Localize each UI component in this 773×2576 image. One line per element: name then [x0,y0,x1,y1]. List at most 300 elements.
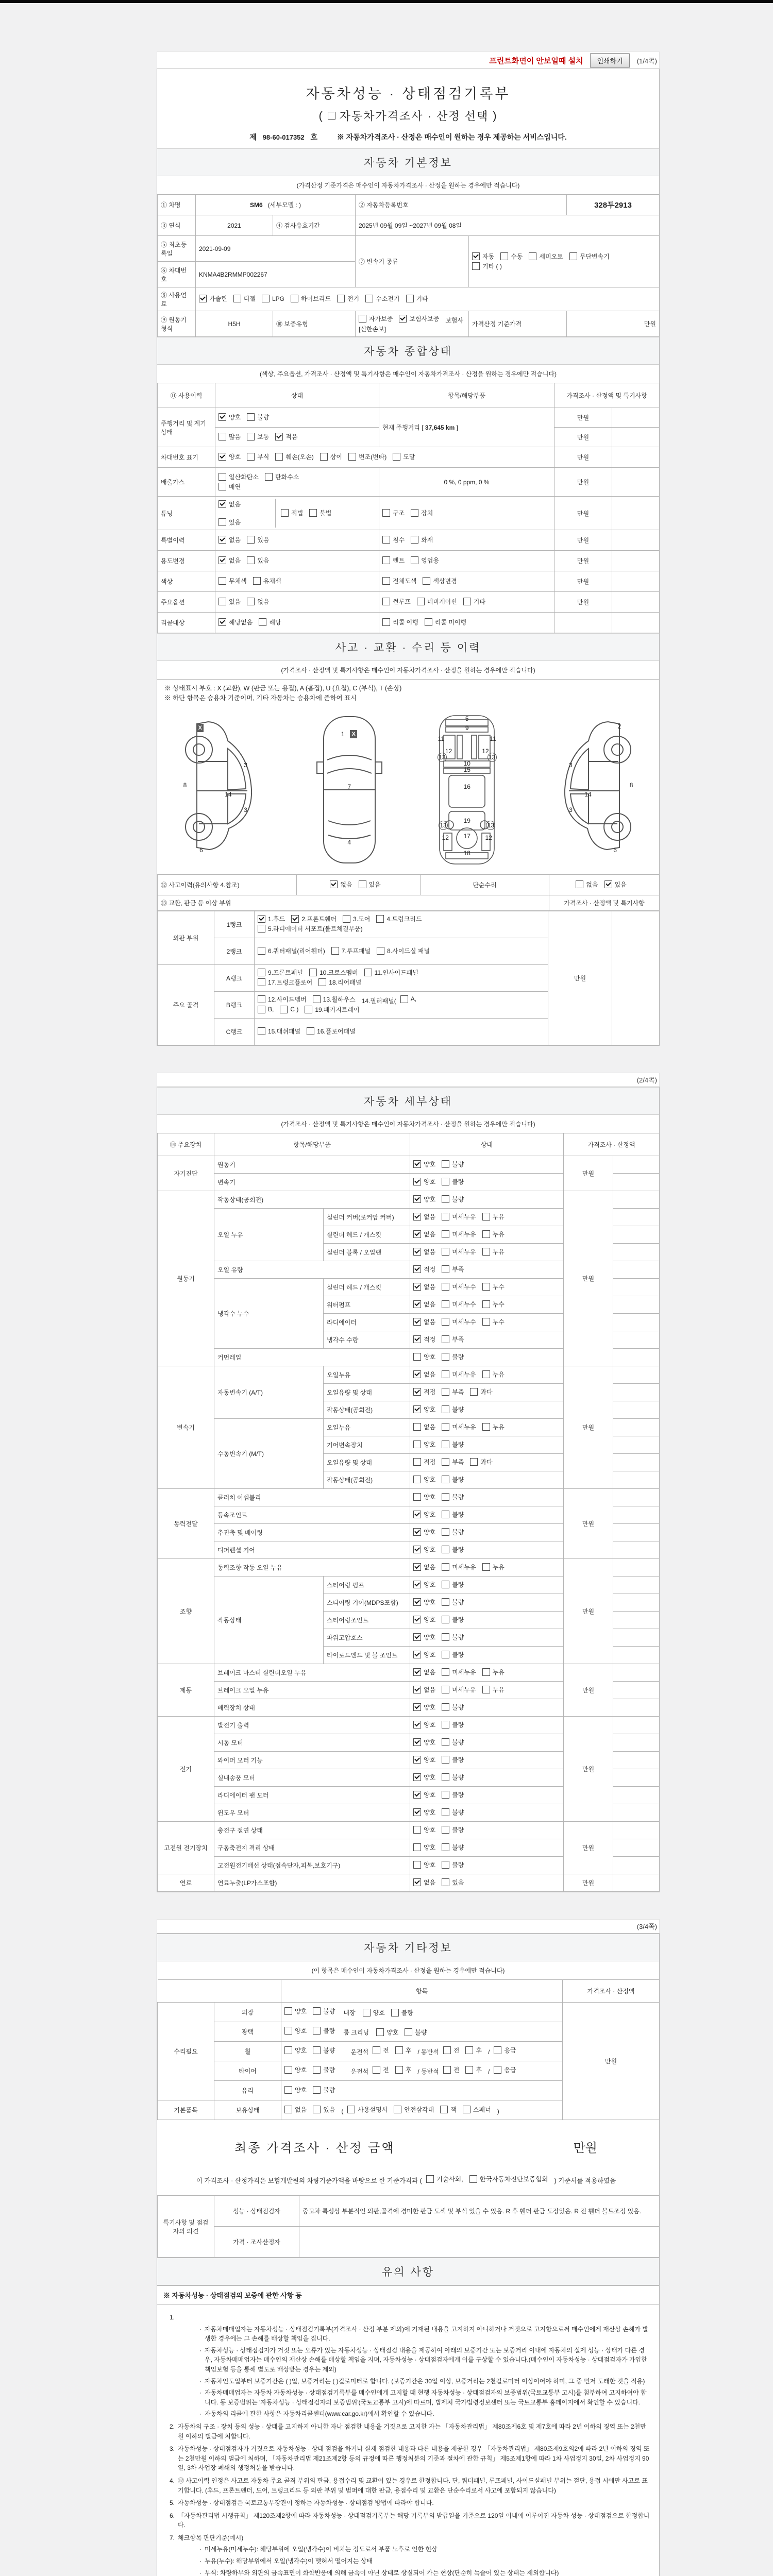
checkbox-option[interactable] [305,1005,359,1014]
checkbox-option[interactable] [442,1247,476,1256]
checkbox[interactable] [529,252,536,260]
checkbox-option[interactable] [442,1160,464,1168]
checkbox-option[interactable] [442,1475,464,1484]
checkbox[interactable] [413,1773,421,1781]
checkbox-option[interactable] [442,1370,476,1379]
checkbox-option[interactable] [442,1878,464,1887]
checkbox[interactable] [442,1791,449,1799]
checkbox[interactable] [470,1388,478,1396]
checkbox-option[interactable] [309,509,331,517]
checkbox[interactable] [472,252,480,260]
checkbox[interactable] [442,1668,449,1676]
checkbox[interactable] [463,2106,470,2113]
checkbox[interactable] [280,1006,288,1013]
checkbox[interactable] [320,453,328,461]
checkbox[interactable] [382,556,390,564]
checkbox[interactable] [442,1458,449,1466]
checkbox[interactable] [413,1703,421,1711]
checkbox-option[interactable] [442,1860,464,1869]
checkbox-option[interactable] [413,1825,435,1834]
checkbox[interactable] [348,453,356,461]
checkbox[interactable] [442,1423,449,1431]
checkbox[interactable] [258,915,265,923]
checkbox-option[interactable] [219,500,270,509]
checkbox[interactable] [413,1721,421,1728]
checkbox-option[interactable] [377,946,430,955]
checkbox-option[interactable] [482,1230,505,1239]
checkbox-option[interactable] [284,2086,307,2094]
checkbox-option[interactable] [363,2008,385,2017]
checkbox[interactable] [413,1826,421,1834]
checkbox-option[interactable] [442,1440,464,1449]
checkbox-option[interactable] [413,1212,435,1221]
checkbox[interactable] [426,2175,434,2183]
checkbox[interactable] [247,433,255,440]
checkbox[interactable] [405,2028,412,2036]
checkbox[interactable] [413,1178,421,1185]
checkbox-option[interactable] [413,1265,435,1274]
checkbox[interactable] [442,1581,449,1588]
checkbox-option[interactable] [494,2065,516,2074]
checkbox[interactable] [281,509,289,517]
checkbox[interactable] [482,1686,490,1693]
checkbox-option[interactable] [469,2174,548,2184]
checkbox[interactable] [442,1440,449,1448]
checkbox[interactable] [413,1370,421,1378]
checkbox-option[interactable] [219,618,253,626]
checkbox[interactable] [442,1388,449,1396]
checkbox-option[interactable] [442,1668,476,1676]
checkbox-option[interactable] [442,1265,464,1274]
checkbox[interactable] [482,1283,490,1291]
checkbox-option[interactable] [443,2046,460,2055]
checkbox-option[interactable] [482,1317,505,1326]
checkbox[interactable] [377,947,384,955]
checkbox[interactable] [442,1703,449,1711]
checkbox-option[interactable] [413,1598,435,1606]
checkbox[interactable] [413,1195,421,1203]
checkbox-option[interactable] [247,432,269,441]
checkbox-option[interactable] [440,2105,457,2114]
checkbox-option[interactable] [442,1563,476,1571]
checkbox[interactable] [442,1616,449,1623]
checkbox[interactable] [284,2066,292,2074]
checkbox-option[interactable] [247,597,269,606]
checkbox-option[interactable] [265,472,299,481]
checkbox-option[interactable] [442,1545,464,1554]
checkbox-option[interactable] [413,1860,435,1869]
checkbox-option[interactable] [413,1720,435,1729]
checkbox[interactable] [365,295,373,302]
checkbox-option[interactable] [382,556,405,565]
checkbox-option[interactable] [411,556,439,565]
checkbox[interactable] [470,1458,478,1466]
checkbox[interactable] [413,1808,421,1816]
checkbox-option[interactable] [472,252,494,261]
checkbox-option[interactable] [442,1300,476,1309]
checkbox-option[interactable] [442,1790,464,1799]
checkbox-option[interactable] [417,597,457,606]
checkbox[interactable] [291,295,298,302]
checkbox-option[interactable] [318,978,361,987]
checkbox-option[interactable] [262,295,284,302]
checkbox[interactable] [465,2066,473,2074]
checkbox[interactable] [413,1353,421,1361]
checkbox-option[interactable] [320,452,342,461]
checkbox-option[interactable] [442,1755,464,1764]
checkbox[interactable] [394,2106,401,2113]
checkbox[interactable] [463,598,471,605]
checkbox[interactable] [442,1353,449,1361]
checkbox[interactable] [440,2106,448,2113]
checkbox-option[interactable] [291,294,331,303]
checkbox[interactable] [425,618,432,626]
checkbox[interactable] [284,2086,292,2094]
checkbox-option[interactable] [382,618,418,626]
checkbox[interactable] [413,1791,421,1799]
checkbox[interactable] [395,2066,403,2074]
checkbox[interactable] [219,433,226,440]
checkbox-option[interactable] [413,1563,435,1571]
checkbox[interactable] [219,556,226,564]
checkbox[interactable] [247,453,255,461]
checkbox[interactable] [442,1773,449,1781]
checkbox[interactable] [443,2066,451,2074]
checkbox[interactable] [442,1528,449,1536]
checkbox[interactable] [219,518,226,526]
checkbox[interactable] [442,1493,449,1501]
checkbox[interactable] [413,1405,421,1413]
checkbox-option[interactable] [364,968,418,977]
checkbox[interactable] [442,1633,449,1641]
checkbox-option[interactable] [463,597,485,606]
checkbox-option[interactable] [313,2105,335,2114]
checkbox-option[interactable] [442,1422,476,1431]
checkbox[interactable] [442,1335,449,1343]
checkbox[interactable] [413,1213,421,1221]
checkbox-option[interactable] [258,946,325,955]
checkbox[interactable] [400,995,408,1003]
checkbox[interactable] [382,618,390,626]
checkbox-option[interactable] [258,978,312,987]
checkbox-option[interactable] [253,577,281,585]
checkbox[interactable] [373,2046,380,2054]
checkbox-option[interactable] [442,1720,464,1729]
checkbox[interactable] [482,1370,490,1378]
checkbox[interactable] [265,473,273,481]
checkbox-option[interactable] [413,1808,435,1817]
checkbox[interactable] [413,1861,421,1869]
checkbox[interactable] [413,1511,421,1518]
checkbox[interactable] [576,880,583,888]
checkbox-option[interactable] [443,2065,460,2074]
checkbox[interactable] [413,1633,421,1641]
checkbox-option[interactable] [413,1878,435,1887]
checkbox-option[interactable] [258,924,363,933]
checkbox-option[interactable] [347,2105,388,2114]
checkbox-option[interactable] [482,1247,505,1256]
checkbox[interactable] [482,1563,490,1571]
checkbox[interactable] [413,1598,421,1606]
checkbox-option[interactable] [413,1545,435,1554]
checkbox-option[interactable] [442,1177,464,1186]
checkbox-option[interactable] [219,518,270,527]
checkbox[interactable] [219,473,226,481]
checkbox[interactable] [413,1458,421,1466]
checkbox[interactable] [442,1686,449,1693]
checkbox[interactable] [413,1581,421,1588]
checkbox-option[interactable] [413,1738,435,1747]
checkbox[interactable] [275,433,283,440]
checkbox-option[interactable] [442,1703,464,1711]
checkbox[interactable] [337,295,345,302]
checkbox-option[interactable] [382,577,416,585]
checkbox-option[interactable] [376,914,422,923]
checkbox-option[interactable] [376,2028,398,2037]
checkbox-option[interactable] [247,413,269,421]
checkbox-option[interactable] [423,577,457,585]
checkbox[interactable] [413,1843,421,1851]
checkbox-option[interactable] [395,2046,412,2055]
checkbox[interactable] [413,1546,421,1553]
checkbox-option[interactable] [413,1230,435,1239]
checkbox[interactable] [219,483,226,490]
checkbox[interactable] [482,1300,490,1308]
checkbox[interactable] [219,536,226,544]
checkbox-option[interactable] [482,1300,505,1309]
checkbox-option[interactable] [482,1422,505,1431]
checkbox-option[interactable] [442,1195,464,1204]
checkbox-option[interactable] [391,2008,413,2017]
checkbox[interactable] [442,1546,449,1553]
checkbox-option[interactable] [442,1843,464,1852]
checkbox[interactable] [442,1160,449,1168]
checkbox[interactable] [309,969,317,976]
checkbox-option[interactable] [413,1843,435,1852]
checkbox[interactable] [442,1213,449,1221]
checkbox[interactable] [291,915,299,923]
checkbox[interactable] [258,978,265,986]
checkbox[interactable] [442,1861,449,1869]
checkbox-option[interactable] [258,914,285,923]
checkbox-option[interactable] [258,995,307,1004]
checkbox[interactable] [313,2046,321,2054]
checkbox-option[interactable] [442,1352,464,1361]
checkbox-option[interactable] [442,1282,476,1291]
checkbox-option[interactable] [442,1387,464,1396]
checkbox-option[interactable] [442,1405,464,1414]
checkbox[interactable] [413,1440,421,1448]
checkbox-option[interactable] [258,1027,300,1036]
checkbox[interactable] [258,1006,265,1013]
checkbox-option[interactable] [330,880,352,889]
checkbox-option[interactable] [291,914,337,923]
checkbox[interactable] [262,295,270,302]
checkbox-option[interactable] [219,597,241,606]
checkbox-option[interactable] [413,1650,435,1659]
checkbox[interactable] [330,880,338,888]
checkbox-option[interactable] [275,432,297,441]
checkbox-option[interactable] [604,880,627,889]
checkbox[interactable] [259,618,266,626]
checkbox[interactable] [406,295,414,302]
checkbox[interactable] [413,1616,421,1623]
checkbox-option[interactable] [442,1317,476,1326]
checkbox[interactable] [413,1230,421,1238]
checkbox[interactable] [393,453,400,461]
checkbox-option[interactable] [359,880,381,889]
checkbox[interactable] [482,1213,490,1221]
checkbox[interactable] [313,995,321,1003]
checkbox-option[interactable] [247,535,269,544]
checkbox[interactable] [284,2027,292,2035]
checkbox-option[interactable] [365,294,399,303]
checkbox[interactable] [442,1563,449,1571]
checkbox-option[interactable] [569,252,610,261]
checkbox-option[interactable] [247,452,269,461]
checkbox-option[interactable] [413,1160,435,1168]
checkbox[interactable] [413,1423,421,1431]
checkbox-option[interactable] [442,1650,464,1659]
checkbox-option[interactable] [258,968,303,977]
checkbox-option[interactable] [313,2086,335,2094]
checkbox[interactable] [313,2007,321,2015]
checkbox[interactable] [347,2106,355,2113]
checkbox[interactable] [373,2066,380,2074]
checkbox-option[interactable] [442,1685,476,1694]
checkbox[interactable] [442,1318,449,1326]
checkbox-option[interactable] [413,1510,435,1519]
checkbox-option[interactable] [413,1300,435,1309]
checkbox-option[interactable] [413,1685,435,1694]
checkbox-option[interactable] [413,1755,435,1764]
checkbox-option[interactable] [413,1370,435,1379]
checkbox-option[interactable] [219,482,241,491]
checkbox-option[interactable] [470,1458,492,1466]
checkbox[interactable] [399,315,407,323]
checkbox-option[interactable] [426,2174,463,2184]
checkbox[interactable] [442,1178,449,1185]
checkbox-option[interactable] [413,1195,435,1204]
checkbox-option[interactable] [411,535,433,544]
checkbox-option[interactable] [259,618,281,626]
checkbox-option[interactable] [413,1352,435,1361]
checkbox-option[interactable] [382,509,405,517]
checkbox-option[interactable] [413,1703,435,1711]
checkbox[interactable] [442,1405,449,1413]
checkbox[interactable] [482,1318,490,1326]
checkbox[interactable] [413,1686,421,1693]
checkbox-option[interactable] [199,294,227,303]
checkbox-option[interactable] [219,556,241,565]
checkbox[interactable] [219,598,226,605]
checkbox-option[interactable] [413,1458,435,1466]
checkbox-option[interactable] [406,294,428,303]
checkbox-option[interactable] [284,2046,307,2055]
checkbox[interactable] [382,536,390,544]
checkbox[interactable] [494,2066,501,2074]
checkbox-option[interactable] [399,314,439,323]
checkbox[interactable] [413,1738,421,1746]
checkbox-option[interactable] [482,1370,505,1379]
checkbox-option[interactable] [442,1230,476,1239]
checkbox[interactable] [313,2027,321,2035]
checkbox-option[interactable] [442,1528,464,1536]
checkbox[interactable] [313,2066,321,2074]
checkbox[interactable] [442,1738,449,1746]
checkbox[interactable] [413,1265,421,1273]
checkbox[interactable] [307,1027,314,1035]
checkbox-option[interactable] [576,880,598,889]
checkbox-option[interactable] [470,1387,492,1396]
print-button[interactable]: 인쇄하기 [590,53,629,68]
checkbox[interactable] [423,577,430,585]
checkbox[interactable] [413,1668,421,1676]
checkbox-option[interactable] [413,1773,435,1782]
checkbox-option[interactable] [258,1006,274,1013]
checkbox[interactable] [258,969,265,976]
checkbox-option[interactable] [442,1633,464,1641]
checkbox-option[interactable] [500,252,523,261]
checkbox[interactable] [413,1756,421,1764]
checkbox-option[interactable] [373,2065,389,2074]
checkbox-option[interactable] [413,1422,435,1431]
checkbox-option[interactable] [281,509,303,517]
checkbox[interactable] [442,1598,449,1606]
checkbox[interactable] [413,1318,421,1326]
checkbox-option[interactable] [393,452,415,461]
checkbox-option[interactable] [284,2105,307,2114]
checkbox-option[interactable] [425,618,466,626]
checkbox-option[interactable] [413,1633,435,1641]
checkbox-option[interactable] [413,1387,435,1396]
checkbox-option[interactable] [309,968,358,977]
checkbox[interactable] [284,2046,292,2054]
checkbox[interactable] [411,509,418,517]
checkbox-option[interactable] [494,2046,516,2055]
checkbox[interactable] [219,577,226,585]
checkbox[interactable] [482,1423,490,1431]
checkbox[interactable] [413,1493,421,1501]
checkbox-option[interactable] [219,535,241,544]
checkbox[interactable] [247,413,255,421]
checkbox[interactable] [219,413,226,421]
checkbox-option[interactable] [331,946,371,955]
checkbox[interactable] [247,598,255,605]
checkbox-option[interactable] [442,1580,464,1589]
checkbox-option[interactable] [405,2028,427,2037]
checkbox[interactable] [382,577,390,585]
checkbox[interactable] [309,509,317,517]
checkbox[interactable] [247,556,255,564]
checkbox-option[interactable] [382,597,411,606]
checkbox-option[interactable] [465,2046,482,2055]
checkbox-option[interactable] [219,577,247,585]
checkbox[interactable] [258,947,265,955]
checkbox[interactable] [233,295,241,302]
checkbox-option[interactable] [395,2065,412,2074]
checkbox[interactable] [482,1230,490,1238]
checkbox-option[interactable] [482,1668,505,1676]
checkbox[interactable] [363,2009,371,2016]
checkbox[interactable] [247,536,255,544]
checkbox-option[interactable] [442,1335,464,1344]
checkbox[interactable] [482,1668,490,1676]
checkbox-option[interactable] [463,2105,491,2114]
checkbox[interactable] [382,509,390,517]
checkbox[interactable] [376,915,384,923]
checkbox[interactable] [411,536,418,544]
